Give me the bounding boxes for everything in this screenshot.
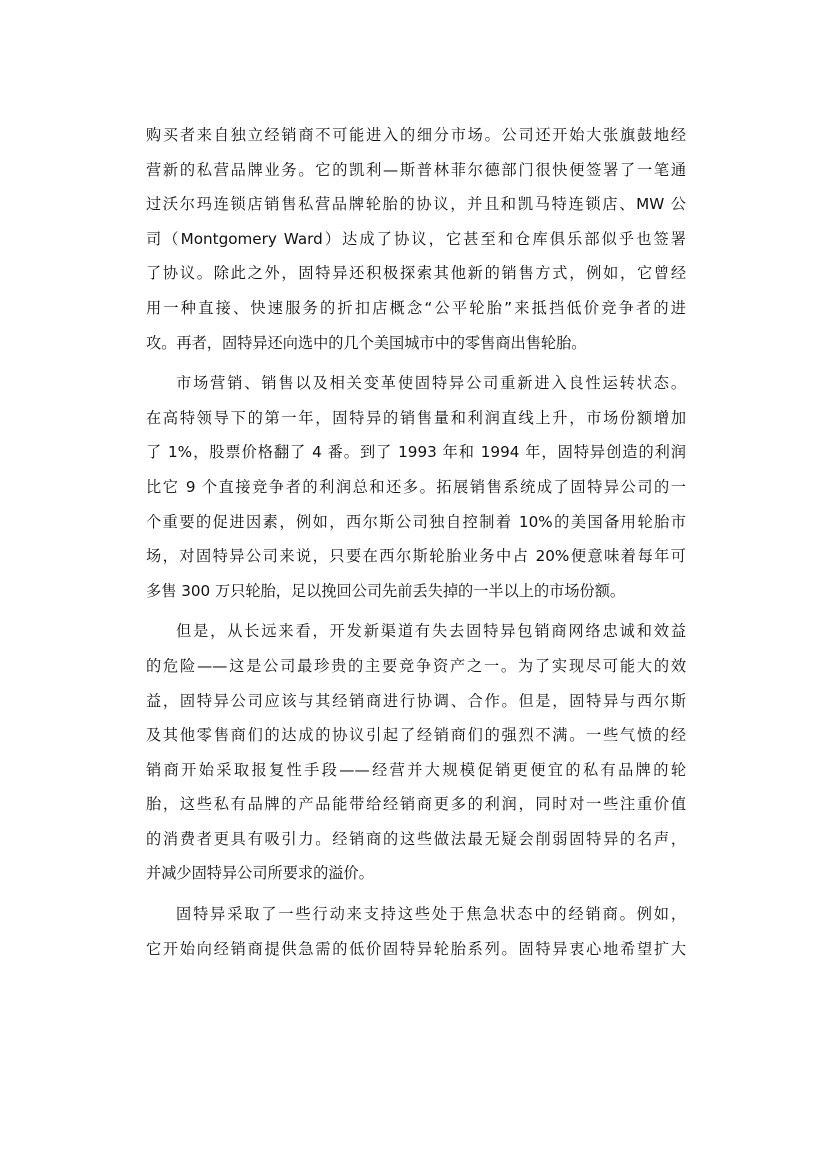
paragraph-2 (146, 366, 686, 608)
text-line: 比它 9 个直接竞争者的利润总和还多。拓展销售系统成了固特异公司的一 (146, 477, 686, 496)
text-line: 销商开始采取报复性手段——经营并大规模促销更便宜的私有品牌的轮 (146, 760, 686, 779)
text-line: 的危险——这是公司最珍贵的主要竞争资产之一。为了实现尽可能大的效 (146, 656, 686, 675)
text-line: 的消费者更具有吸引力。经销商的这些做法最无疑会削弱固特异的名声， (146, 829, 686, 848)
text-line: 市场营销、销售以及相关变革使固特异公司重新进入良性运转状态。 (176, 374, 686, 393)
text-line: 及其他零售商们的达成的协议引起了经销商们的强烈不满。一些气愤的经 (146, 726, 686, 745)
text-line: 但是，从长远来看，开发新渠道有失去固特异包销商网络忠诚和效益 (176, 622, 686, 641)
text-line: 在高特领导下的第一年，固特异的销售量和利润直线上升，市场份额增加 (146, 408, 686, 427)
text-line: 个重要的促进因素，例如，西尔斯公司独自控制着 10%的美国备用轮胎市 (146, 512, 686, 531)
paragraph-3 (146, 614, 686, 891)
paragraph-4 (146, 897, 686, 966)
document-page (146, 118, 686, 972)
text-line: 攻。再者，固特异还向选中的几个美国城市中的零售商出售轮胎。 (146, 333, 587, 352)
text-line: 司（Montgomery Ward）达成了协议，它甚至和仓库俱乐部似乎也签署 (146, 229, 686, 248)
text-line: 用一种直接、快速服务的折扣店概念“公平轮胎”来抵挡低价竞争者的进 (146, 298, 686, 317)
text-line: 了协议。除此之外，固特异还积极探索其他新的销售方式，例如，它曾经 (146, 264, 686, 283)
text-line: 多售 300 万只轮胎，足以挽回公司先前丢失掉的一半以上的市场份额。 (146, 581, 626, 600)
text-line: 过沃尔玛连锁店销售私营品牌轮胎的协议，并且和凯马特连锁店、MW 公 (146, 195, 686, 214)
text-line: 益，固特异公司应该与其经销商进行协调、合作。但是，固特异与西尔斯 (146, 691, 686, 710)
text-line: 购买者来自独立经销商不可能进入的细分市场。公司还开始大张旗鼓地经 (146, 126, 686, 144)
text-line: 固特异采取了一些行动来支持这些处于焦急状态中的经销商。例如， (176, 905, 686, 924)
text-line: 并减少固特异公司所要求的溢价。 (146, 864, 374, 883)
text-line: 它开始向经销商提供急需的低价固特异轮胎系列。固特异衷心地希望扩大 (146, 939, 686, 958)
text-line: 了 1%，股票价格翻了 4 番。到了 1993 年和 1994 年，固特异创造的利润 (146, 443, 686, 462)
text-line: 胎，这些私有品牌的产品能带给经销商更多的利润，同时对一些注重价值 (146, 795, 686, 814)
paragraph-1 (146, 118, 686, 360)
text-line: 营新的私营品牌业务。它的凯利—斯普林菲尔德部门很快便签署了一笔通 (146, 160, 686, 179)
text-line: 场，对固特异公司来说，只要在西尔斯轮胎业务中占 20%便意味着每年可 (146, 547, 686, 566)
